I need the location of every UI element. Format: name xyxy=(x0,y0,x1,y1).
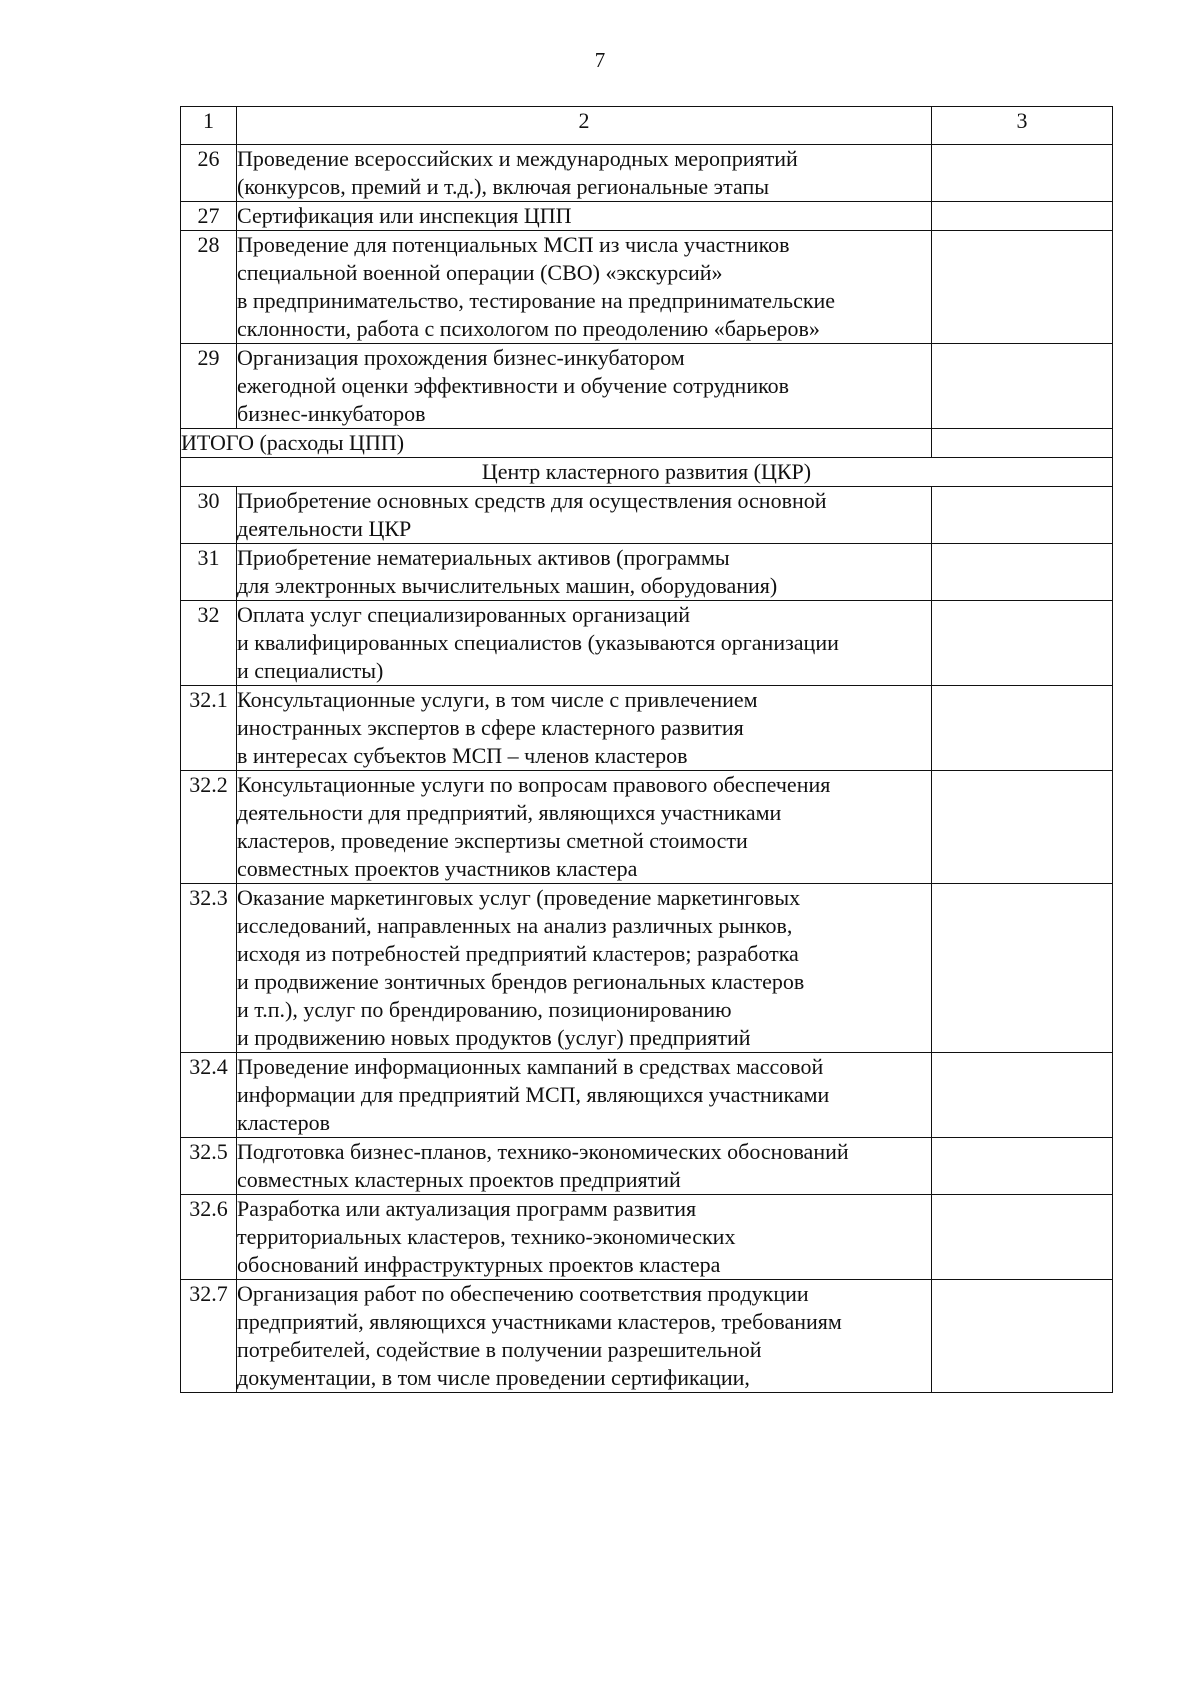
description-line: для электронных вычислительных машин, оборудования) xyxy=(237,573,778,598)
row-amount-cell xyxy=(932,344,1113,429)
row-description xyxy=(237,601,932,686)
description-line: Организация работ по обеспечению соответствия продукции xyxy=(237,1281,809,1306)
expense-table xyxy=(180,106,1113,1393)
row-amount-cell xyxy=(932,884,1113,1053)
table-row xyxy=(181,145,1113,202)
description-line: (конкурсов, премий и т.д.), включая региональные этапы xyxy=(237,174,770,199)
row-number: 32.6 xyxy=(181,1195,237,1280)
row-description xyxy=(237,1138,932,1195)
description-line: Организация прохождения бизнес-инкубатором xyxy=(237,345,685,370)
table-row xyxy=(181,771,1113,884)
description-line: Приобретение нематериальных активов (программы xyxy=(237,545,730,570)
row-description xyxy=(237,145,932,202)
total-row xyxy=(181,429,1113,458)
page-number: 7 xyxy=(594,48,606,72)
table-row xyxy=(181,344,1113,429)
description-line: Подготовка бизнес-планов, технико-экономических обоснований xyxy=(237,1139,849,1164)
header-col-2: 2 xyxy=(237,107,932,145)
description-line: Проведение всероссийских и международных мероприятий xyxy=(237,146,798,171)
row-amount-cell xyxy=(932,1280,1113,1393)
table-row xyxy=(181,1195,1113,1280)
row-description xyxy=(237,1053,932,1138)
description-line: Приобретение основных средств для осуществления основной xyxy=(237,488,827,513)
description-line: исследований, направленных на анализ различных рынков, xyxy=(237,913,793,938)
row-number: 26 xyxy=(181,145,237,202)
row-number: 31 xyxy=(181,544,237,601)
row-amount-cell xyxy=(932,231,1113,344)
description-line: совместных проектов участников кластера xyxy=(237,856,638,881)
row-amount-cell xyxy=(932,544,1113,601)
description-line: Сертификация или инспекция ЦПП xyxy=(237,203,572,228)
description-line: исходя из потребностей предприятий кластеров; разработка xyxy=(237,941,799,966)
description-line: в интересах субъектов МСП – членов кластеров xyxy=(237,743,688,768)
description-line: и продвижению новых продуктов (услуг) предприятий xyxy=(237,1025,751,1050)
row-description xyxy=(237,487,932,544)
description-line: ежегодной оценки эффективности и обучение сотрудников xyxy=(237,373,790,398)
description-line: Проведение для потенциальных МСП из числа участников xyxy=(237,232,790,257)
description-line: потребителей, содействие в получении разрешительной xyxy=(237,1337,762,1362)
row-amount-cell xyxy=(932,771,1113,884)
description-line: Консультационные услуги по вопросам правового обеспечения xyxy=(237,772,831,797)
table-row xyxy=(181,544,1113,601)
row-amount-cell xyxy=(932,601,1113,686)
row-amount-cell xyxy=(932,202,1113,231)
total-label: ИТОГО (расходы ЦПП) xyxy=(181,429,932,458)
description-line: Оплата услуг специализированных организаций xyxy=(237,602,691,627)
row-description xyxy=(237,1280,932,1393)
row-amount-cell xyxy=(932,487,1113,544)
description-line: территориальных кластеров, технико-экономических xyxy=(237,1224,736,1249)
row-description xyxy=(237,544,932,601)
row-description xyxy=(237,344,932,429)
description-line: информации для предприятий МСП, являющихся участниками xyxy=(237,1082,830,1107)
table-row xyxy=(181,1138,1113,1195)
description-line: склонности, работа с психологом по преодолению «барьеров» xyxy=(237,316,820,341)
row-description xyxy=(237,686,932,771)
description-line: и т.п.), услуг по брендированию, позиционированию xyxy=(237,997,732,1022)
description-line: кластеров, проведение экспертизы сметной стоимости xyxy=(237,828,748,853)
description-line: Разработка или актуализация программ развития xyxy=(237,1196,697,1221)
table-row xyxy=(181,487,1113,544)
header-col-1: 1 xyxy=(181,107,237,145)
row-number: 32 xyxy=(181,601,237,686)
row-description xyxy=(237,884,932,1053)
table-row xyxy=(181,1053,1113,1138)
row-number: 32.4 xyxy=(181,1053,237,1138)
description-line: Проведение информационных кампаний в средствах массовой xyxy=(237,1054,824,1079)
header-col-3: 3 xyxy=(932,107,1113,145)
description-line: иностранных экспертов в сфере кластерного развития xyxy=(237,715,744,740)
row-amount-cell xyxy=(932,1195,1113,1280)
table-row xyxy=(181,1280,1113,1393)
row-amount-cell xyxy=(932,1138,1113,1195)
row-description xyxy=(237,1195,932,1280)
row-number: 30 xyxy=(181,487,237,544)
description-line: в предпринимательство, тестирование на предпринимательские xyxy=(237,288,836,313)
description-line: бизнес-инкубаторов xyxy=(237,401,426,426)
description-line: и квалифицированных специалистов (указываются организации xyxy=(237,630,839,655)
row-number: 32.7 xyxy=(181,1280,237,1393)
row-number: 32.1 xyxy=(181,686,237,771)
description-line: специальной военной операции (СВО) «экскурсий» xyxy=(237,260,723,285)
table-row xyxy=(181,231,1113,344)
row-number: 32.5 xyxy=(181,1138,237,1195)
description-line: деятельности для предприятий, являющихся участниками xyxy=(237,800,782,825)
description-line: документации, в том числе проведении сертификации, xyxy=(237,1365,750,1390)
row-number: 32.2 xyxy=(181,771,237,884)
row-number: 32.3 xyxy=(181,884,237,1053)
row-amount-cell xyxy=(932,145,1113,202)
total-amount-cell xyxy=(932,429,1113,458)
table-row xyxy=(181,202,1113,231)
row-number: 27 xyxy=(181,202,237,231)
description-line: обоснований инфраструктурных проектов кластера xyxy=(237,1252,721,1277)
description-line: деятельности ЦКР xyxy=(237,516,412,541)
row-description xyxy=(237,202,932,231)
table-row xyxy=(181,884,1113,1053)
description-line: совместных кластерных проектов предприятий xyxy=(237,1167,681,1192)
row-number: 28 xyxy=(181,231,237,344)
row-description xyxy=(237,231,932,344)
row-amount-cell xyxy=(932,1053,1113,1138)
table-row xyxy=(181,601,1113,686)
row-amount-cell xyxy=(932,686,1113,771)
table-header-row xyxy=(181,107,1113,145)
description-line: Оказание маркетинговых услуг (проведение маркетинговых xyxy=(237,885,801,910)
description-line: кластеров xyxy=(237,1110,330,1135)
description-line: предприятий, являющихся участниками кластеров, требованиям xyxy=(237,1309,842,1334)
section-row xyxy=(181,458,1113,487)
row-number: 29 xyxy=(181,344,237,429)
description-line: и продвижение зонтичных брендов региональных кластеров xyxy=(237,969,805,994)
description-line: Консультационные услуги, в том числе с привлечением xyxy=(237,687,758,712)
table-row xyxy=(181,686,1113,771)
section-title: Центр кластерного развития (ЦКР) xyxy=(181,458,1113,487)
description-line: и специалисты) xyxy=(237,658,384,683)
row-description xyxy=(237,771,932,884)
